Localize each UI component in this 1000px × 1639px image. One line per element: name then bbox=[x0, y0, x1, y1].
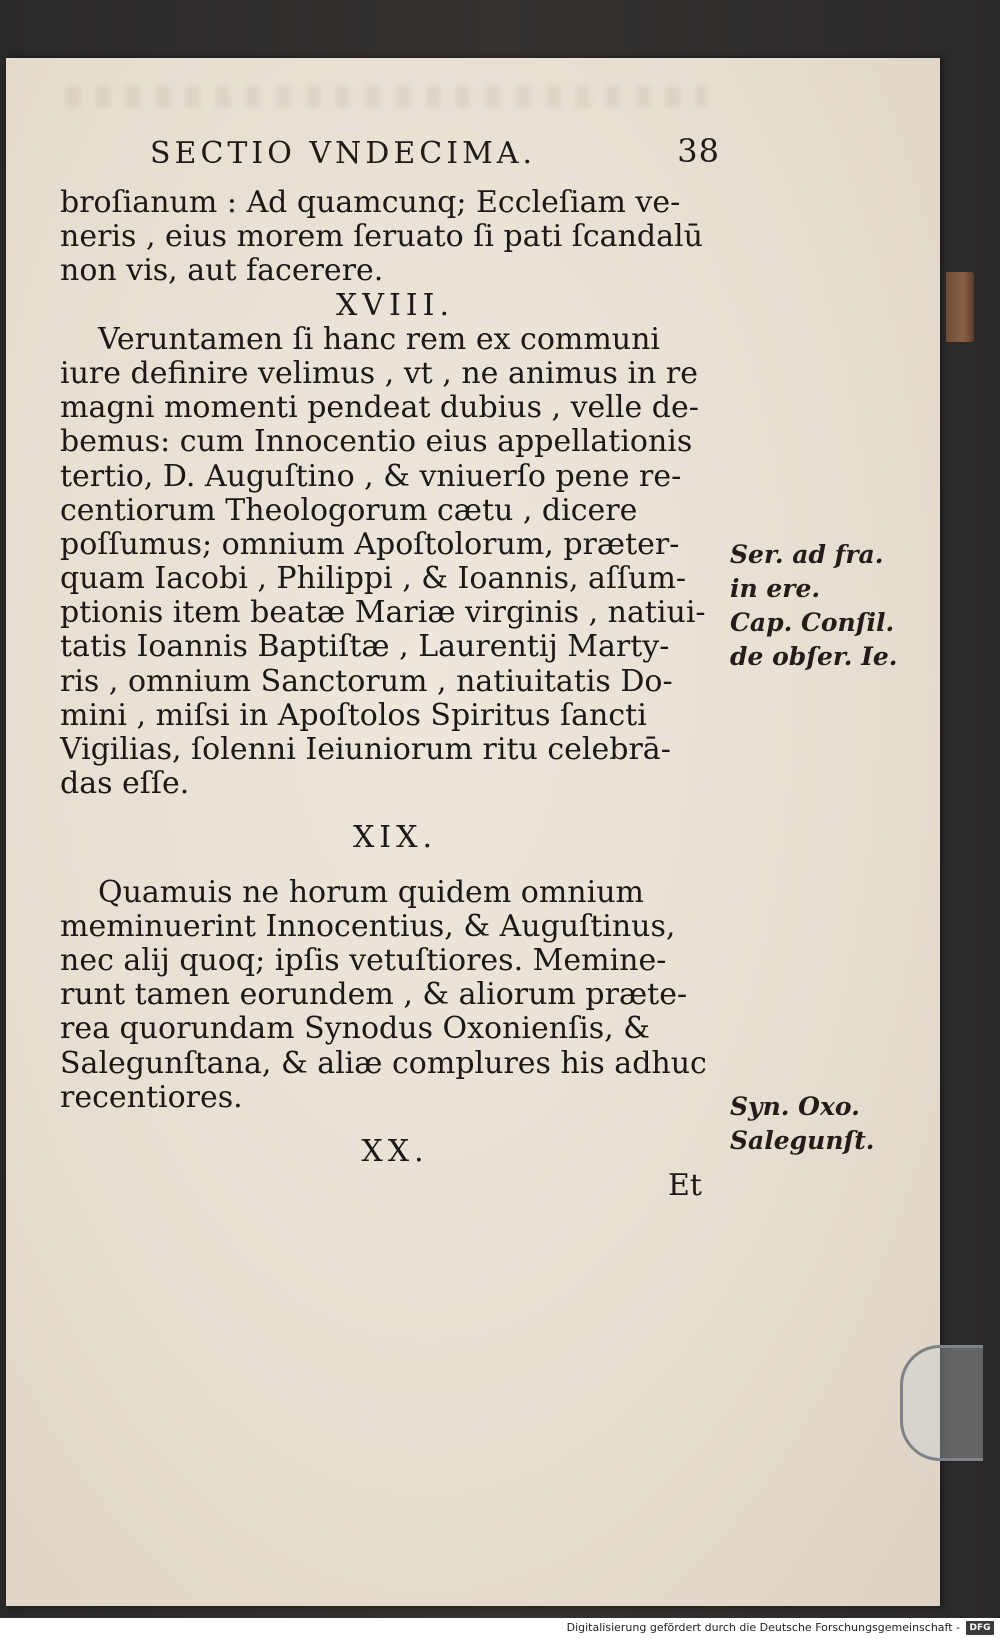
text-line: iure definire velimus , vt , ne animus in re bbox=[60, 355, 698, 391]
text-line: Vigilias, ſolenni Ieiuniorum ritu celebrā- bbox=[60, 732, 671, 767]
running-head bbox=[150, 132, 720, 176]
marginal-note: Syn. Oxo. bbox=[730, 1092, 860, 1121]
text-line: poſſumus; omnium Apoſtolorum, præter- bbox=[60, 526, 680, 562]
section-heading-xviii: XVIII. bbox=[335, 287, 455, 323]
text-line: runt tamen eorundem , & aliorum præte- bbox=[60, 977, 688, 1013]
text-line: tatis Ioannis Baptiſtæ , Laurentij Marty- bbox=[60, 629, 670, 665]
page-clip bbox=[900, 1345, 983, 1461]
text-line: Salegunſtana, & aliæ complures his adhuc bbox=[60, 1045, 707, 1081]
text-line: recentiores. bbox=[60, 1079, 243, 1115]
text-line: Quamuis ne horum quidem omnium bbox=[98, 874, 644, 910]
section-heading-xix: XIX. bbox=[352, 820, 438, 856]
spacer bbox=[60, 856, 730, 876]
digitization-footer bbox=[0, 1618, 1000, 1639]
text-line: ptionis item beatæ Mariæ virginis , natiui- bbox=[60, 595, 706, 631]
text-line: mini , miſsi in Apoſtolos Spiritus ſancti bbox=[60, 697, 647, 733]
marginal-note: de obſer. Ie. bbox=[730, 642, 898, 671]
text-line: magni momenti pendeat dubius , velle de- bbox=[60, 390, 699, 426]
text-line: centiorum Theologorum cætu , dicere bbox=[60, 492, 638, 528]
catchword: Et bbox=[668, 1168, 702, 1204]
page-number: 38 bbox=[677, 132, 720, 170]
dfg-logo: DFG bbox=[966, 1621, 994, 1635]
text-line: bemus: cum Innocentio eius appellationis bbox=[60, 424, 693, 460]
spacer bbox=[60, 1115, 730, 1135]
spacer bbox=[60, 801, 730, 821]
text-line: rea quorundam Synodus Oxonienſis, & bbox=[60, 1011, 650, 1047]
marginal-note: in ere. bbox=[730, 574, 821, 603]
text-line: broſianum : Ad quamcunq; Eccleſiam ve- bbox=[60, 185, 681, 220]
funding-credit: Digitalisierung gefördert durch die Deutsche Forschungsgemeinschaft - bbox=[566, 1621, 960, 1634]
marginal-note: Ser. ad fra. bbox=[730, 540, 884, 569]
show-through-ink bbox=[66, 86, 706, 108]
bookmark-tab bbox=[946, 272, 974, 342]
marginal-note: Salegunſt. bbox=[730, 1126, 875, 1155]
running-head-title: SECTIO VNDECIMA. bbox=[150, 136, 536, 171]
text-line: non vis, aut facerere. bbox=[60, 253, 384, 289]
text-line: tertio, D. Auguſtino , & vniuerſo pene re- bbox=[60, 458, 682, 494]
text-line: quam Iacobi , Philippi , & Ioannis, aſſum- bbox=[60, 561, 687, 597]
section-heading-xx: XX. bbox=[361, 1133, 429, 1169]
text-line: Veruntamen ſi hanc rem ex communi bbox=[98, 321, 661, 357]
text-line: nec alij quoq; ipſis vetuſtiores. Memine- bbox=[60, 942, 667, 978]
text-line: ris , omnium Sanctorum , natiuitatis Do- bbox=[60, 663, 673, 699]
body-text bbox=[60, 186, 730, 1203]
text-line: das eſſe. bbox=[60, 766, 190, 802]
marginal-note: Cap. Conſil. bbox=[730, 608, 895, 637]
text-line: neris , eius morem ſeruato ſi pati ſcandalū bbox=[60, 219, 703, 255]
text-line: meminuerint Innocentius, & Auguſtinus, bbox=[60, 908, 676, 944]
